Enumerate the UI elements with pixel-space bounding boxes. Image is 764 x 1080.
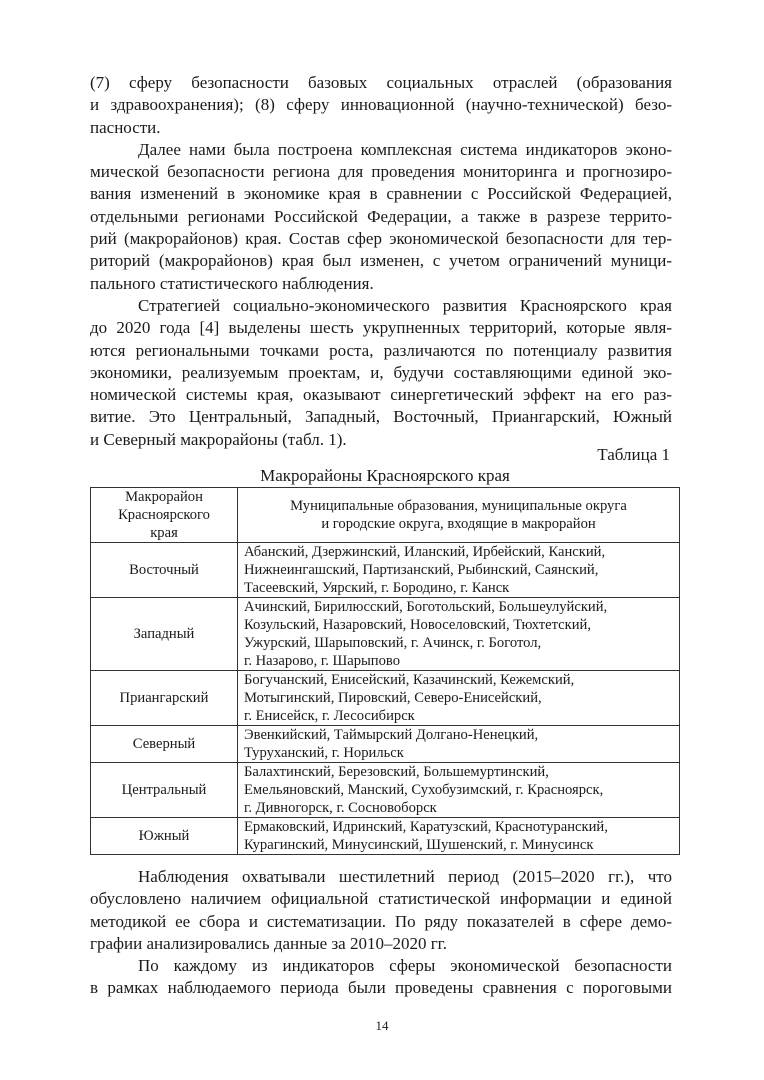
municipalities-cell: [238, 598, 680, 671]
table-row: [91, 818, 680, 855]
header-line: Макрорайон: [125, 489, 203, 505]
macroregion-name: Западный: [91, 598, 238, 671]
municipalities-cell: [238, 818, 680, 855]
table-body: [91, 543, 680, 855]
text-line: номической системы края, оказывают синергетический эффект на его раз-: [90, 385, 672, 405]
paragraph: [90, 955, 672, 1000]
municipalities-line: Ермаковский, Идринский, Каратузский, Краснотуранский,: [244, 819, 608, 835]
text-line: пального статистического наблюдения.: [90, 273, 374, 293]
table-row: [91, 763, 680, 818]
body-text-bottom: [90, 866, 672, 1000]
table-caption: Макрорайоны Красноярского края: [260, 466, 510, 485]
paragraph: [90, 866, 672, 955]
text-line: Далее нами была построена комплексная система индикаторов эконо-: [138, 139, 672, 159]
text-line: отдельными регионами Российской Федерации, а также в разрезе террито-: [90, 206, 672, 226]
macroregion-name: Южный: [91, 818, 238, 855]
municipalities-line: Туруханский, г. Норильск: [244, 745, 404, 761]
municipalities-line: Тасеевский, Уярский, г. Бородино, г. Канск: [244, 580, 510, 596]
table-row: [91, 726, 680, 763]
municipalities-line: г. Назарово, г. Шарыпово: [244, 653, 401, 669]
text-line: риторий (макрорайонов) края был изменен, с учетом ограничений муници-: [90, 251, 672, 271]
municipalities-cell: [238, 543, 680, 598]
municipalities-line: Эвенкийский, Таймырский Долгано-Ненецкий,: [244, 727, 539, 743]
macroregion-name: Центральный: [91, 763, 238, 818]
text-line: вания изменений в экономике края в сравнении с Российской Федерацией,: [90, 184, 672, 204]
text-line: обусловлено наличием официальной статистической информации и единой: [90, 889, 672, 909]
macroregion-name: Приангарский: [91, 671, 238, 726]
macroregion-name: Восточный: [91, 543, 238, 598]
text-line: витие. Это Центральный, Западный, Восточный, Приангарский, Южный: [90, 407, 672, 427]
header-line: и городские округа, входящие в макрорайон: [321, 516, 596, 532]
header-line: края: [150, 525, 178, 541]
text-line: (7) сферу безопасности базовых социальных отраслей (образования: [90, 73, 672, 92]
municipalities-line: г. Енисейск, г. Лесосибирск: [244, 708, 415, 724]
text-line: экономики, реализуемым проектам, и, будучи составляющими единой эко-: [90, 362, 672, 382]
table-row: [91, 671, 680, 726]
municipalities-line: Ужурский, Шарыповский, г. Ачинск, г. Боготол,: [244, 635, 542, 651]
macroregion-name: Северный: [91, 726, 238, 763]
page-number: 14: [375, 1018, 389, 1033]
text-line: методикой ее сбора и систематизации. По ряду показателей в сфере демо-: [90, 911, 672, 931]
paragraph: [90, 72, 672, 139]
paragraph: [90, 295, 672, 451]
header-line: Красноярского: [118, 507, 210, 523]
text-line: По каждому из индикаторов сферы экономической безопасности: [138, 956, 672, 976]
municipalities-cell: [238, 671, 680, 726]
body-text-top: [90, 72, 672, 451]
header-line: Муниципальные образования, муниципальные округа: [290, 498, 627, 514]
text-line: мической безопасности региона для проведения мониторинга и прогнозиро-: [90, 162, 672, 182]
text-line: графии анализировались данные за 2010–2020 гг.: [90, 933, 447, 953]
text-line: и здравоохранения); (8) сферу инновационной (научно-технической) безо-: [90, 95, 672, 115]
table-row: [91, 543, 680, 598]
municipalities-line: Мотыгинский, Пировский, Северо-Енисейский,: [244, 690, 542, 706]
text-line: Стратегией социально-экономического развития Красноярского края: [138, 295, 672, 315]
header-municipalities: [238, 488, 680, 543]
macroregions-table: [90, 487, 680, 855]
table-header: [91, 488, 680, 543]
text-line: до 2020 года [4] выделены шесть укрупненных территорий, которые явля-: [90, 318, 672, 338]
text-line: пасности.: [90, 117, 161, 137]
municipalities-line: Балахтинский, Березовский, Большемуртинский,: [244, 764, 549, 780]
table-number: Таблица 1: [597, 445, 670, 464]
municipalities-line: Нижнеингашский, Партизанский, Рыбинский, Саянский,: [244, 562, 599, 578]
text-line: рий (макрорайонов) края. Состав сфер экономической безопасности для тер-: [90, 229, 672, 249]
text-line: в рамках наблюдаемого периода были проведены сравнения с пороговыми: [90, 978, 672, 998]
municipalities-line: г. Дивногорск, г. Сосновоборск: [244, 800, 437, 816]
municipalities-line: Богучанский, Енисейский, Казачинский, Кежемский,: [244, 672, 575, 688]
paragraph: [90, 139, 672, 295]
municipalities-line: Ачинский, Бирилюсский, Боготольский, Большеулуйский,: [244, 599, 608, 615]
municipalities-line: Абанский, Дзержинский, Иланский, Ирбейский, Канский,: [244, 544, 606, 560]
text-line: Наблюдения охватывали шестилетний период (2015–2020 гг.), что: [138, 867, 672, 886]
text-line: и Северный макрорайоны (табл. 1).: [90, 429, 347, 449]
municipalities-cell: [238, 763, 680, 818]
municipalities-line: Курагинский, Минусинский, Шушенский, г. Минусинск: [244, 837, 594, 853]
municipalities-cell: [238, 726, 680, 763]
table-header-row: [91, 488, 680, 543]
table-row: [91, 598, 680, 671]
text-line: ются региональными точками роста, различаются по потенциалу развития: [90, 340, 672, 360]
municipalities-line: Козульский, Назаровский, Новоселовский, Тюхтетский,: [244, 617, 591, 633]
municipalities-line: Емельяновский, Манский, Сухобузимский, г. Красноярск,: [244, 782, 604, 798]
header-macroregion: [91, 488, 238, 543]
